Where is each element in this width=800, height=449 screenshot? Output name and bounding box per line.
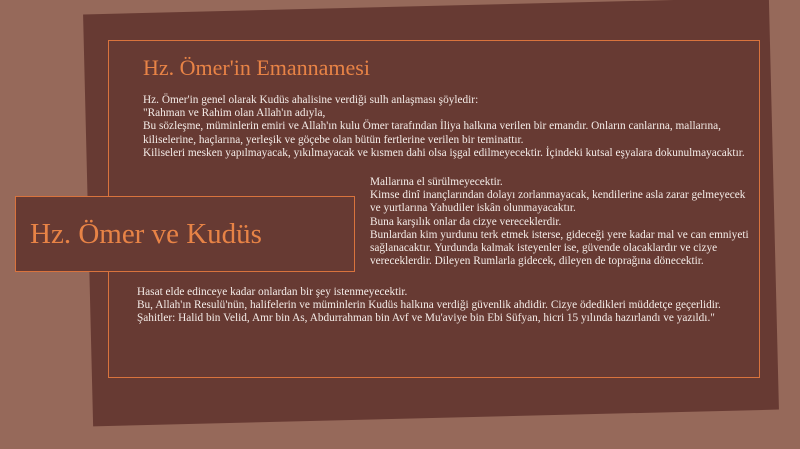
paragraph: Hz. Ömer'in genel olarak Kudüs ahalisine verdiği sulh anlaşması şöyledir: (143, 94, 479, 106)
paragraph: Bunlardan kim yurdunu terk etmek isterse, gideceği yere kadar mal ve can emniyeti sağlanacaktır. Yurdunda kalmak isteyenler ise, güvende olacaklardır ve cizye vereceklerdir. Dileyen Rumlarla gidecek, dileyen de toprağına dönecektir. (370, 228, 749, 268)
paragraph: Şahitler: Halid bin Velid, Amr bin As, Abdurrahman bin Avf ve Mu'aviye bin Ebi Süfyan, hicri 15 yılında hazırlandı ve yazıldı." (137, 312, 715, 325)
slide-title: Hz. Ömer'in Emannamesi (143, 55, 370, 80)
text-block-right (370, 176, 750, 268)
paragraph: "Rahman ve Rahim olan Allah'ın adıyla, (143, 107, 326, 120)
paragraph: Mallarına el sürülmeyecektir. (370, 176, 503, 188)
text-block-bottom (137, 286, 757, 326)
paragraph: Bu, Allah'ın Resulü'nün, halifelerin ve müminlerin Kudüs halkına verdiği güvenlik ahdidir. Cizye ödedikleri müddetçe geçerlidir. (137, 299, 721, 312)
paragraph: Kimse dinî inançlarından dolayı zorlanmayacak, kendilerine asla zarar gelmeyecek ve yurtlarına Yahudiler iskân olunmayacaktır. (370, 189, 746, 215)
paragraph: Hasat elde edinceye kadar onlardan bir şey istenmeyecektir. (137, 286, 408, 298)
paragraph: Kiliseleri mesken yapılmayacak, yıkılmayacak ve kısmen dahi olsa işgal edilmeyecektir. İçindeki kutsal eşyalara dokunulmayacaktır. (143, 146, 745, 159)
paragraph: Bu sözleşme, müminlerin emiri ve Allah'ın kulu Ömer tarafından İliya halkına verilen bir emandır. Onların canlarına, mallarına, kiliselerine, haçlarına, yerleşik ve göçebe olan bütün fertlerine verilen bir teminattır. (143, 120, 721, 146)
section-title: Hz. Ömer ve Kudüs (30, 218, 262, 250)
text-block-top (143, 94, 763, 160)
paragraph: Buna karşılık onlar da cizye vereceklerdir. (370, 215, 562, 228)
